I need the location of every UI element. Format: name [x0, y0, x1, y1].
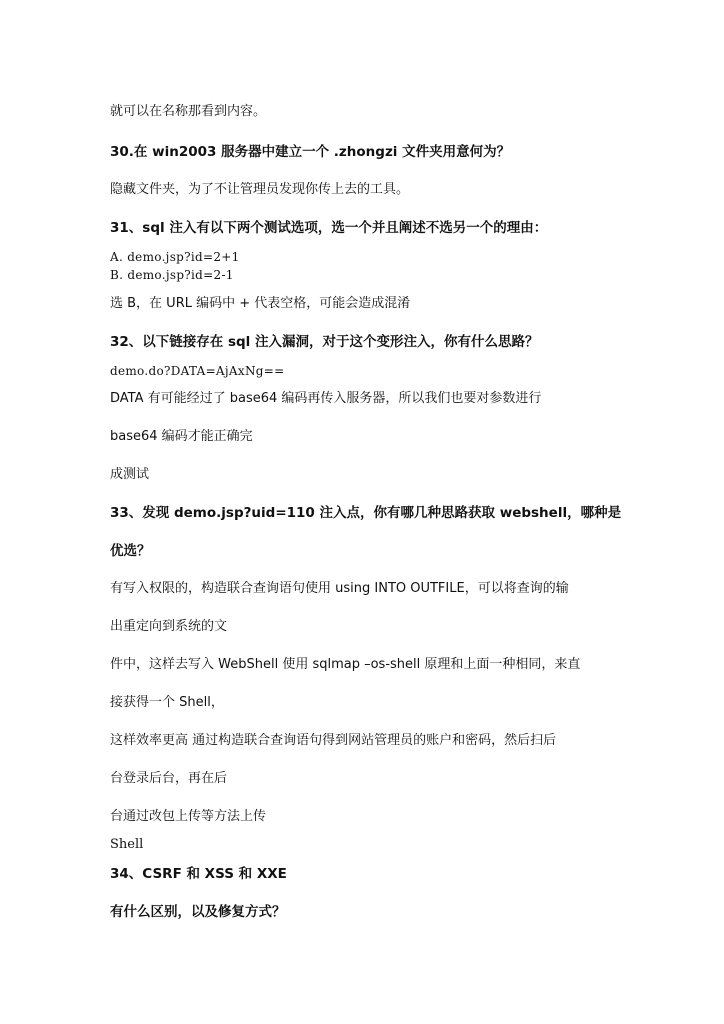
- question-33-heading-line-1: 33、发现 demo.jsp?uid=110 注入点，你有哪几种思路获取 webshell，哪种是: [110, 505, 622, 521]
- option-b: B. demo.jsp?id=2-1: [110, 268, 234, 282]
- answer-33-line-4: 接获得一个 Shell，: [110, 695, 224, 710]
- example-url: demo.do?DATA=AjAxNg==: [110, 364, 285, 378]
- question-32-heading: 32、以下链接存在 sql 注入漏洞，对于这个变形注入，你有什么思路？: [110, 334, 539, 350]
- answer-33-line-5: 这样效率更高 通过构造联合查询语句得到网站管理员的账户和密码，然后扫后: [110, 733, 557, 748]
- text-line: 就可以在名称那看到内容。: [110, 104, 267, 119]
- answer-31-text: 选 B，在 URL 编码中 + 代表空格，可能会造成混淆: [110, 296, 411, 311]
- option-a: A. demo.jsp?id=2+1: [110, 250, 240, 264]
- question-30-heading: 30.在 win2003 服务器中建立一个 .zhongzi 文件夹用意何为？: [110, 144, 511, 160]
- answer-33-line-7: 台通过改包上传等方法上传: [110, 809, 267, 824]
- answer-33-line-6: 台登录后台，再在后: [110, 771, 228, 786]
- answer-33-line-1: 有写入权限的，构造联合查询语句使用 using INTO OUTFILE，可以将查询的输: [110, 581, 569, 596]
- answer-32-line-2: base64 编码才能正确完: [110, 429, 253, 444]
- answer-33-line-8: Shell: [110, 837, 144, 852]
- answer-33-line-3: 件中，这样去写入 WebShell 使用 sqlmap –os-shell 原理和上面一种相同，来直: [110, 657, 581, 672]
- answer-33-line-2: 出重定向到系统的文: [110, 619, 228, 634]
- question-33-heading-line-2: 优选？: [110, 543, 151, 559]
- answer-32-line-1: DATA 有可能经过了 base64 编码再传入服务器，所以我们也要对参数进行: [110, 391, 542, 406]
- answer-30-text: 隐藏文件夹，为了不让管理员发现你传上去的工具。: [110, 182, 410, 197]
- question-34-heading-line-2: 有什么区别，以及修复方式？: [110, 904, 286, 920]
- answer-32-line-3: 成测试: [110, 467, 150, 482]
- question-31-heading: 31、sql 注入有以下两个测试选项，选一个并且阐述不选另一个的理由：: [110, 220, 548, 236]
- question-34-heading-line-1: 34、CSRF 和 XSS 和 XXE: [110, 866, 287, 882]
